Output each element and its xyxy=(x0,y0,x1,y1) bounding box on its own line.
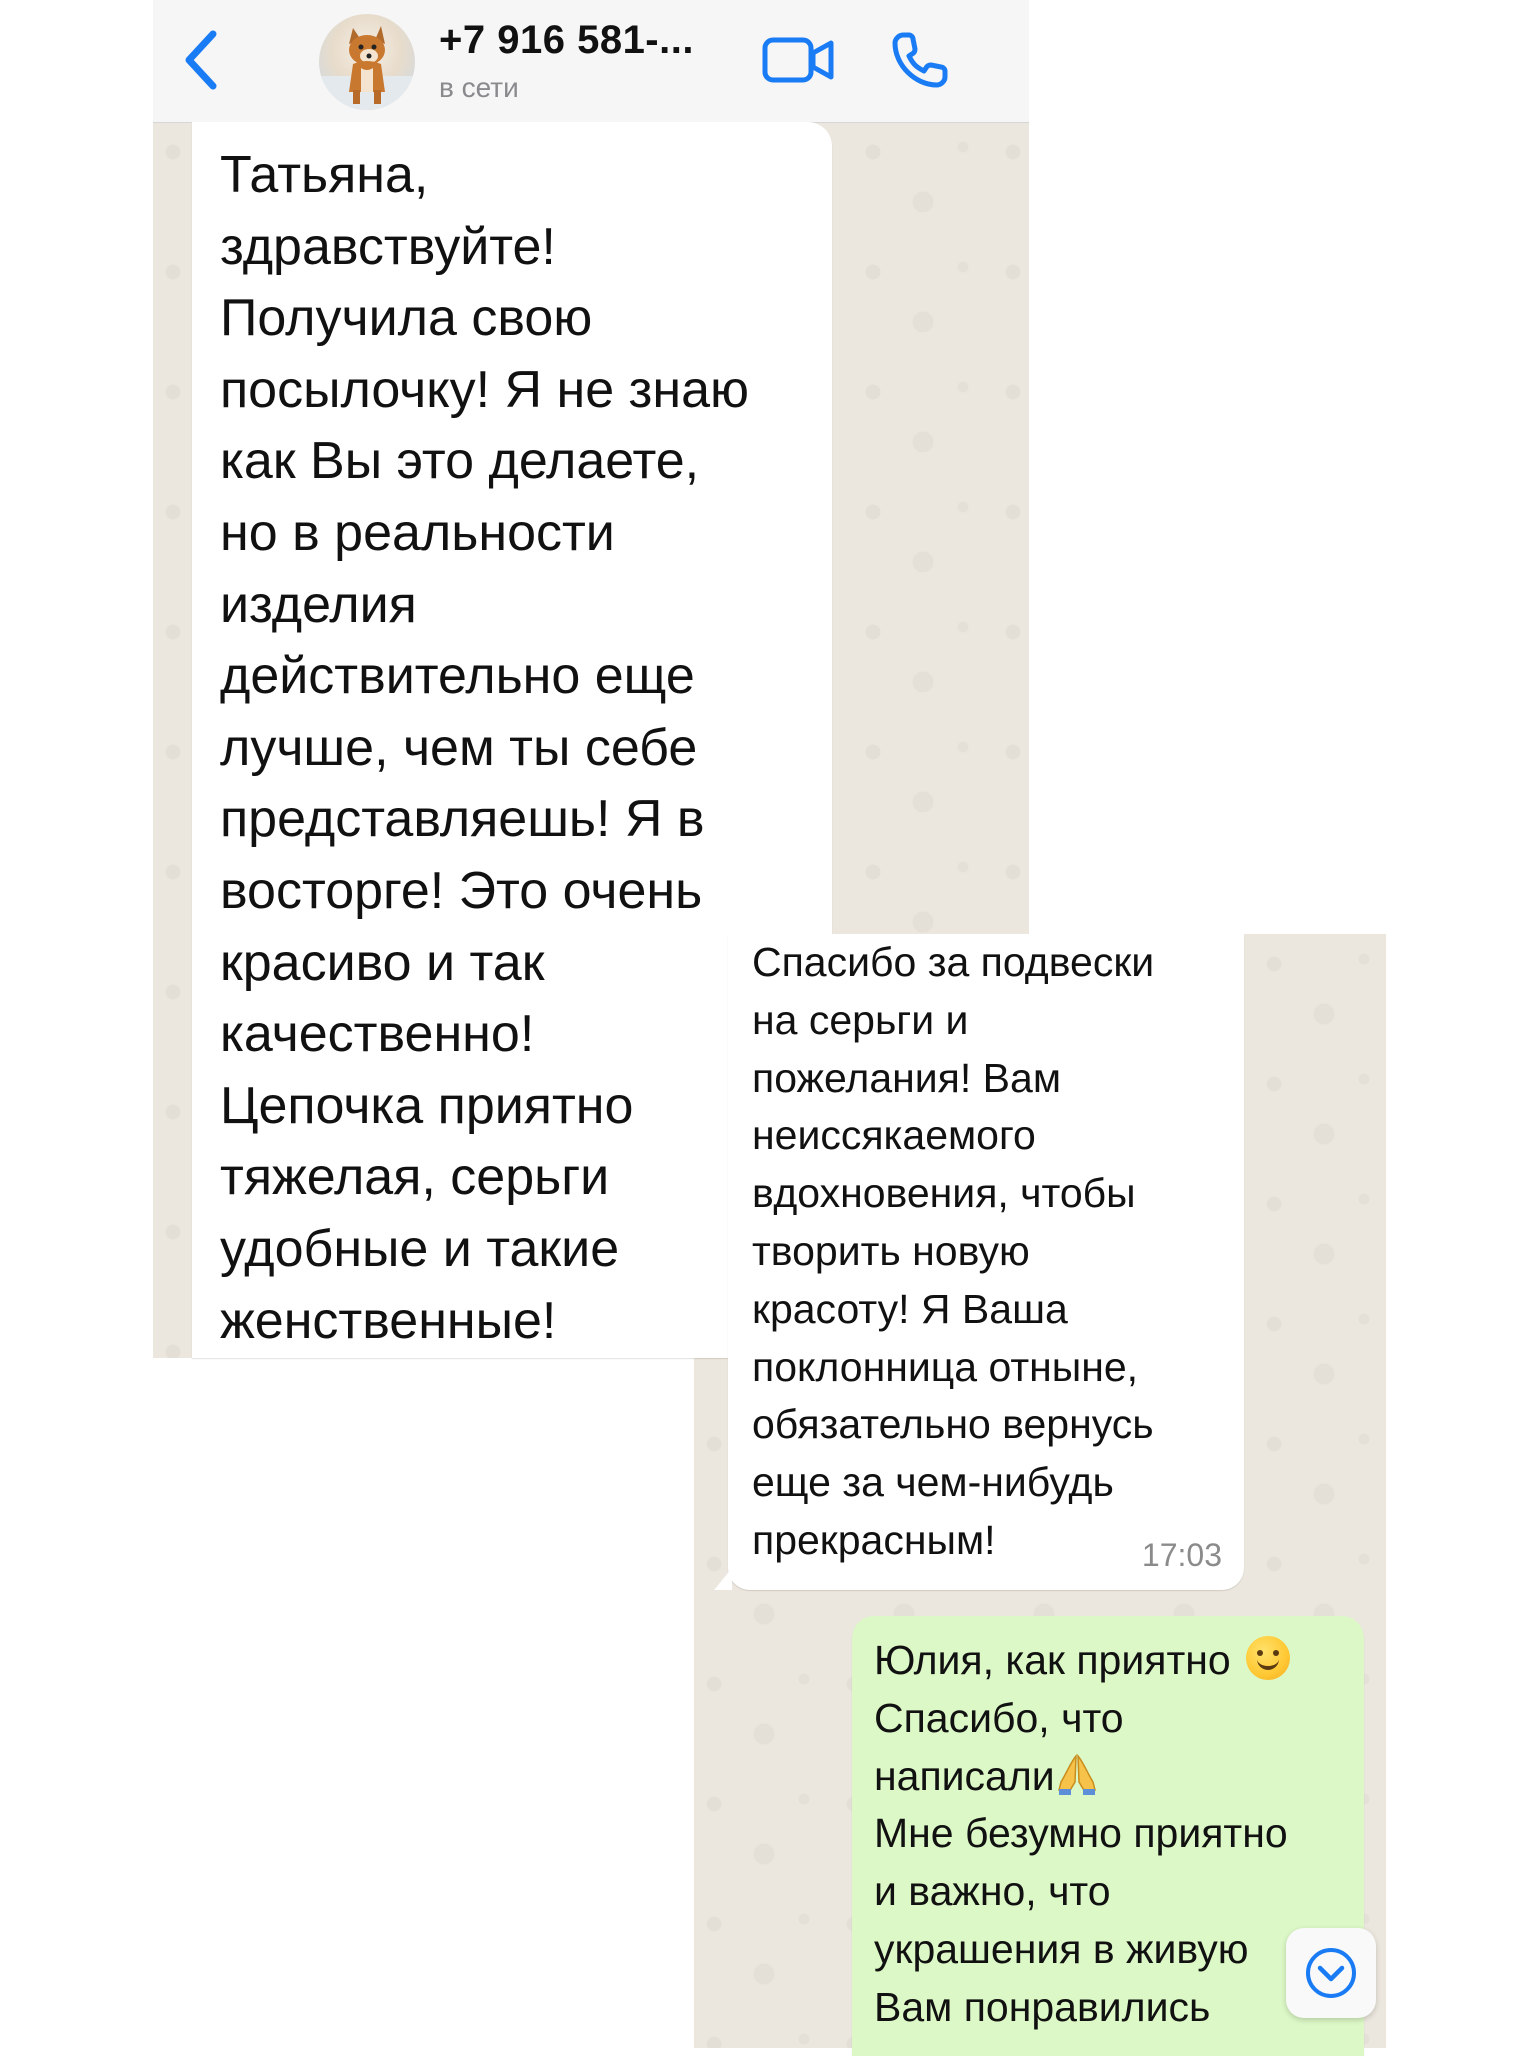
chat-header xyxy=(153,0,1029,123)
message-line: Спасибо, что xyxy=(874,1694,1124,1741)
scroll-to-bottom-button[interactable] xyxy=(1286,1928,1376,2018)
message-text: Татьяна, здравствуйте! Получила свою посылочку! Я не знаю как Вы это делаете, но в реальности изделия действительно еще лучше, чем ты себе представляешь! Я в восторге! Это очень красиво и так качественно! Цепочка приятно тяжелая, серьги удобные и такие женственные! xyxy=(220,146,750,1350)
message-line: Юлия, как приятно xyxy=(874,1637,1231,1683)
phone-icon xyxy=(889,29,951,91)
dog-photo-icon xyxy=(319,14,415,110)
voice-call-button[interactable] xyxy=(877,22,963,98)
message-time: 17:03 xyxy=(1141,1537,1222,1573)
video-call-button[interactable] xyxy=(755,22,841,98)
avatar[interactable] xyxy=(319,14,415,110)
chevron-left-icon xyxy=(181,28,221,92)
message-line: Мне безумно приятно и важно, что украшения в живую Вам понравились xyxy=(874,1810,1288,2030)
folded-hands-emoji xyxy=(1055,1752,1099,1796)
back-button[interactable] xyxy=(173,22,229,98)
video-camera-icon xyxy=(761,35,835,85)
incoming-message-bubble[interactable] xyxy=(728,934,1244,1590)
bubble-tail xyxy=(714,1568,732,1590)
message-line: написали xyxy=(874,1752,1055,1799)
message-text: Спасибо за подвески на серьги и пожелания! Вам неиссякаемого вдохновения, чтобы творить новую красоту! Я Ваша поклонница отныне, обязательно вернусь еще за чем-нибудь прекрасным! xyxy=(752,939,1155,1563)
chevron-down-circle-icon xyxy=(1303,1945,1359,2001)
smiling-face-emoji xyxy=(1246,1636,1290,1680)
contact-name[interactable]: +7 916 581-... xyxy=(439,18,694,62)
message-text xyxy=(874,1632,1290,2037)
contact-status: в сети xyxy=(439,72,519,103)
